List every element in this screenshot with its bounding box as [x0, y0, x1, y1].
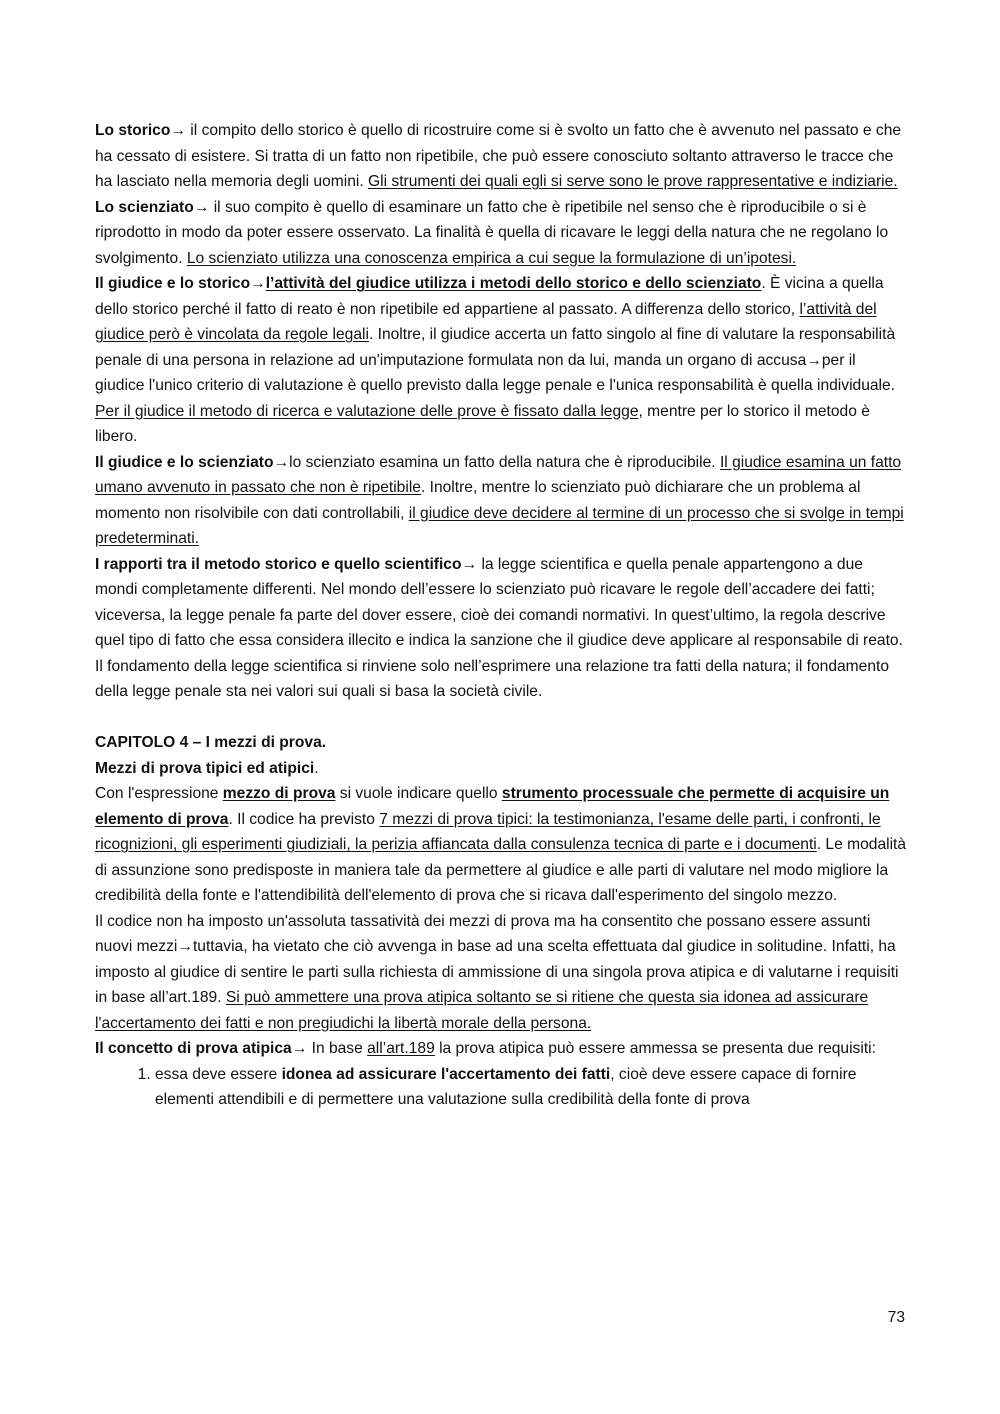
heading-label: Il giudice e lo storico — [95, 275, 251, 292]
arrow-right-icon: → — [461, 555, 478, 573]
underlined-text: l’attività del giudice però è vincolata da regole legali — [95, 300, 877, 343]
arrow-right-icon: → — [273, 453, 290, 471]
arrow-right-icon: → — [177, 938, 193, 955]
heading-label: Lo scienziato — [95, 198, 194, 216]
paragraph-text: la legge scientifica e quella penale appartengono a due mondi completamente differenti. Nel mondo dell’essere lo scienziato può ricavare le regole dell’accadere dei fatti; viceversa, la legge penale fa parte del dover essere, cioè dei comandi normativi. In quest’ultimo, la regola descrive quel tipo di fatto che essa considera illecito e indica la sanzione che il giudice deve applicare al responsabile di reato. — [95, 555, 903, 649]
page-number: 73 — [887, 1309, 905, 1326]
chapter-heading — [95, 730, 907, 756]
paragraph-text: lo scienziato esamina un fatto della natura che è riproducibile. — [289, 453, 720, 471]
paragraph-lo-storico — [95, 118, 907, 195]
arrow-right-icon: → — [291, 1040, 308, 1057]
section-heading — [95, 756, 907, 782]
list-item — [155, 1062, 907, 1113]
arrow-right-icon: → — [806, 351, 822, 369]
heading-label: Lo storico — [95, 122, 171, 139]
underlined-text: Il giudice esamina un fatto umano avvenuto in passato che non è ripetibile — [95, 453, 902, 496]
paragraph-text: il suo compito è quello di esaminare un fatto che è ripetibile nel senso che è riproducibile o si è riprodotto in modo da poter essere osservato. La finalità è quella di ricavare le leggi della natura che ne regolano lo svolgimento. — [95, 198, 889, 267]
paragraph-metodo-giudice — [95, 399, 907, 450]
bold-underlined-text: strumento processuale che permette di acquisire un elemento di prova — [95, 785, 890, 828]
paragraph-text: si vuole indicare quello — [335, 785, 502, 802]
underlined-text: Lo scienziato utilizza una conoscenza empirica a cui segue la formulazione di un’ipotesi. — [186, 249, 797, 267]
paragraph-text: . Il codice ha previsto — [228, 810, 380, 828]
heading-label: Il giudice e lo scienziato — [95, 453, 274, 471]
paragraph-giudice-storico — [95, 271, 907, 399]
chapter-title: CAPITOLO 4 – I mezzi di prova. — [95, 734, 327, 751]
paragraph-tassativita — [95, 909, 907, 1037]
heading-label: I rapporti tra il metodo storico e quello scientifico — [95, 555, 462, 573]
arrow-right-icon: → — [250, 275, 266, 292]
arrow-right-icon: → — [170, 122, 186, 139]
paragraph-text: tuttavia, ha vietato che ciò avvenga in base ad una scelta effettuata dal giudice in solitudine. Infatti, ha imposto al giudice di sentire le parti sulla richiesta di ammissione di una singola prova atipica e di valutarne i requisiti in base all’art.189. — [95, 938, 899, 1006]
list-item-text: essa deve essere — [155, 1065, 282, 1083]
bold-underlined-text: mezzo di prova — [222, 785, 336, 802]
section-title: Mezzi di prova tipici ed atipici — [95, 759, 315, 777]
paragraph-text: per il giudice l'unico criterio di valutazione è quello previsto dalla legge penale e l'unica responsabilità è quella individuale. — [95, 351, 896, 394]
paragraph-fondamento — [95, 654, 907, 705]
paragraph-mezzo-di-prova — [95, 781, 907, 909]
paragraph-text: Il fondamento della legge scientifica si rinviene solo nell’esprimere una relazione tra fatti della natura; il fondamento della legge penale sta nei valori sui quali si basa la società civile. — [95, 657, 890, 700]
underlined-text: Per il giudice il metodo di ricerca e valutazione delle prove è fissato dalla legge — [95, 402, 639, 420]
underlined-text: il giudice deve decidere al termine di un processo che si svolge in tempi predeterminati. — [95, 504, 904, 547]
blank-line — [95, 705, 907, 731]
paragraph-text: il compito dello storico è quello di ricostruire come si è svolto un fatto che è avvenuto nel passato e che ha cessato di esistere. Si tratta di un fatto non ripetibile, che può essere conosciuto soltanto attraverso le tracce che ha lasciato nella memoria degli uomini. — [95, 122, 902, 190]
paragraph-text: , mentre per lo storico il metodo è libero. — [95, 402, 870, 445]
underlined-text: all’art.189 — [367, 1040, 435, 1057]
section-title-dot: . — [314, 759, 319, 777]
paragraph-text: Il codice non ha imposto un'assoluta tassatività dei mezzi di prova ma ha consentito che possano essere assunti nuovi mezzi — [95, 912, 871, 955]
paragraph-text: la prova atipica può essere ammessa se presenta due requisiti: — [434, 1040, 876, 1057]
document-page — [95, 118, 907, 1113]
paragraph-giudice-scienziato — [95, 450, 907, 552]
paragraph-text: . Inoltre, mentre lo scienziato può dichiarare che un problema al momento non risolvibile con dati controllabili, — [95, 479, 861, 522]
bold-underlined-text: l’attività del giudice utilizza i metodi dello storico e dello scienziato — [265, 275, 762, 292]
underlined-text: 7 mezzi di prova tipici: la testimonianza, l'esame delle parti, i confronti, le ricognizioni, gli esperimenti giudiziali, la perizia affiancata dalla consulenza tecnica di parte e i documenti — [95, 810, 881, 853]
paragraph-text: . Inoltre, il giudice accerta un fatto singolo al fine di valutare la responsabilità penale di una persona in relazione ad un'imputazione formulata non da lui, manda un organo di accusa — [95, 326, 896, 369]
underlined-text: Si può ammettere una prova atipica soltanto se si ritiene che questa sia idonea ad assicurare l'accertamento dei fatti e non pregiudichi la libertà morale della persona. — [95, 989, 869, 1032]
heading-label: Il concetto di prova atipica — [95, 1040, 292, 1057]
paragraph-text: . È vicina a quella dello storico perché il fatto di reato è non ripetibile ed appartiene al passato. A differenza dello storico, — [95, 275, 884, 318]
bold-text: idonea ad assicurare l'accertamento dei fatti — [281, 1065, 611, 1083]
arrow-right-icon: → — [193, 198, 210, 216]
requisiti-list — [95, 1062, 907, 1113]
paragraph-text: In base — [307, 1040, 368, 1057]
list-item-text: , cioè deve essere capace di fornire elementi attendibili e di permettere una valutazione sulla credibilità della fonte di prova — [155, 1065, 857, 1108]
paragraph-text: . Le modalità di assunzione sono predisposte in maniera tale da permettere al giudice e alle parti di valutare nel modo migliore la credibilità della fonte e l'attendibilità dell'elemento di prova che si ricava dall'esperimento del singolo mezzo. — [95, 836, 907, 904]
paragraph-prova-atipica — [95, 1036, 907, 1062]
paragraph-rapporti — [95, 552, 907, 654]
paragraph-text: Con l'espressione — [95, 785, 223, 802]
underlined-text: Gli strumenti dei quali egli si serve sono le prove rappresentative e indiziarie. — [368, 173, 898, 190]
paragraph-lo-scienziato — [95, 195, 907, 272]
